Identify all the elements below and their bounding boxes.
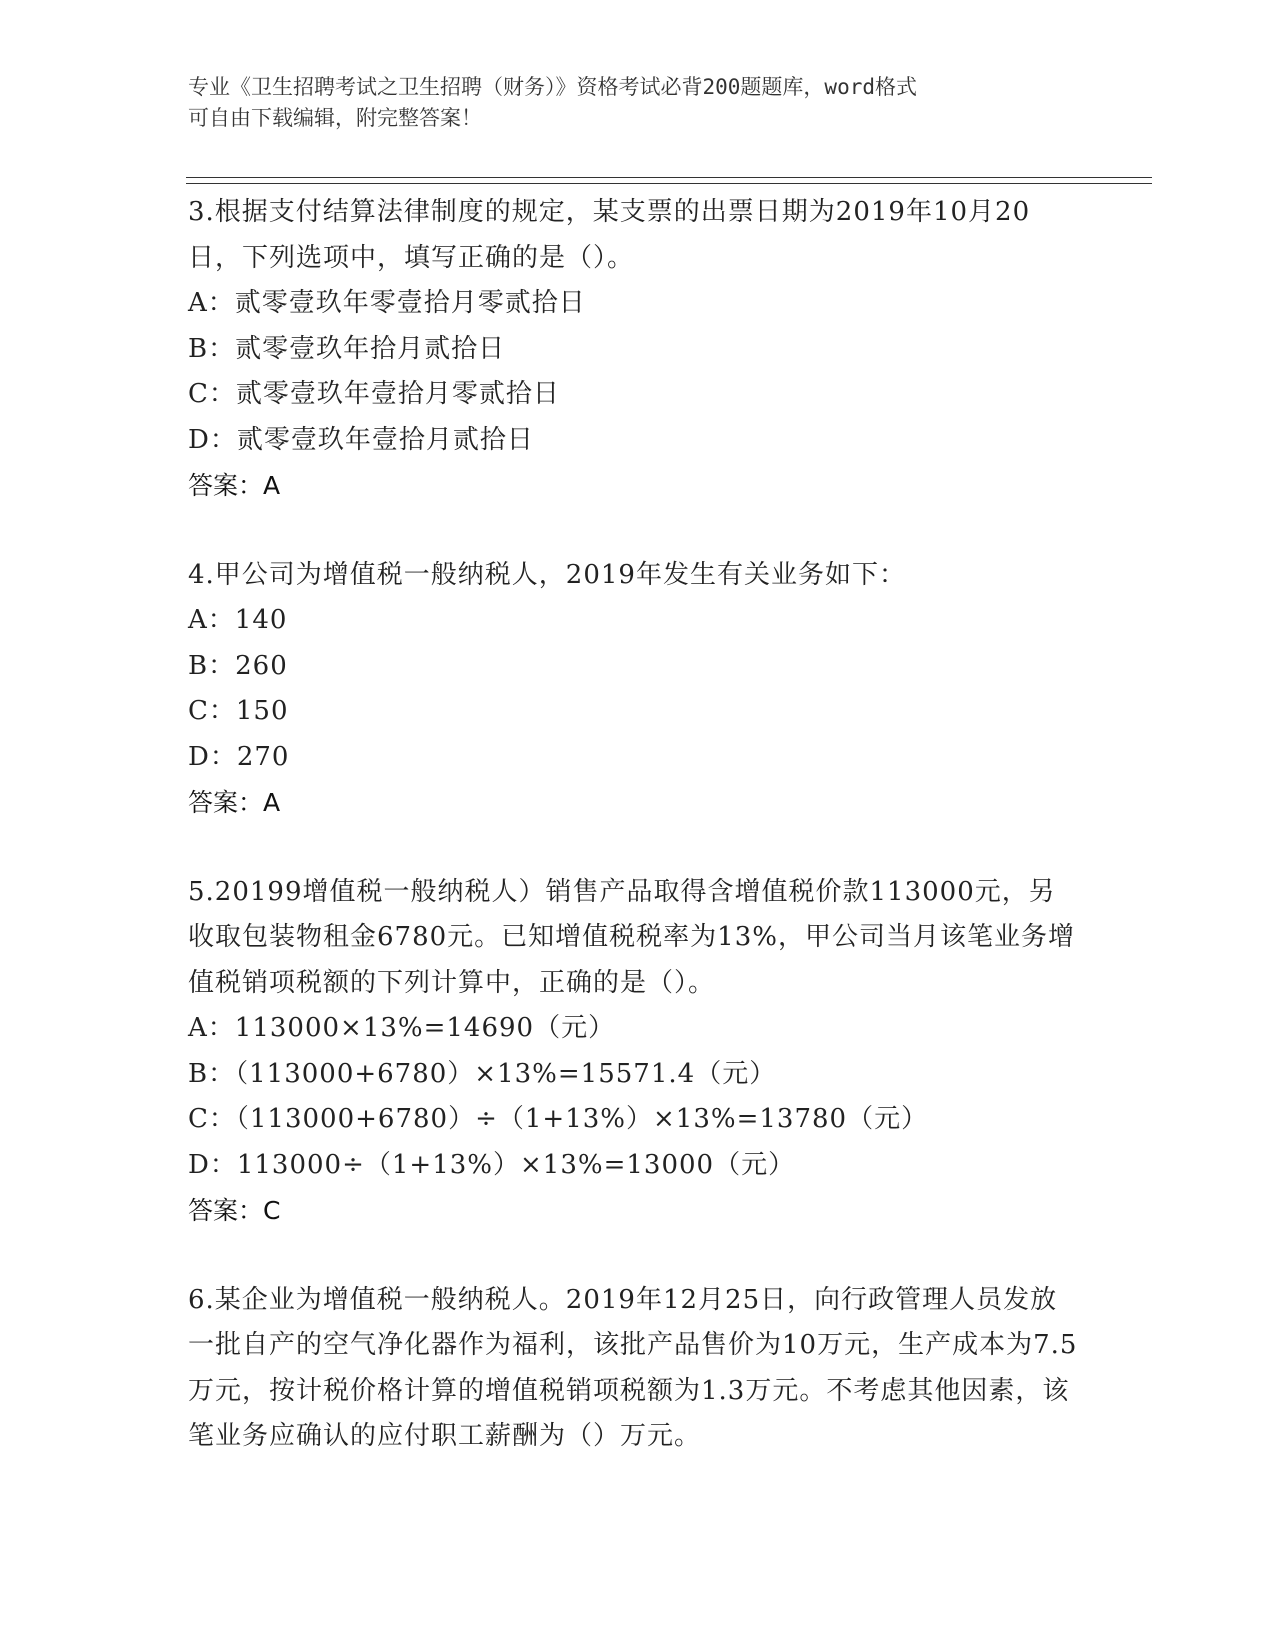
question-3 [188,190,1078,509]
header-divider-bottom [186,183,1152,184]
answer: 答案：A [188,471,281,500]
header-line-1: 专业《卫生招聘考试之卫生招聘（财务）》资格考试必背200题题库，word格式 [188,75,917,99]
question-text: 5.20199增值税一般纳税人）销售产品取得含增值税价款113000元，另收取包装物租金6780元。已知增值税税率为13%，甲公司当月该笔业务增值税销项税额的下列计算中，正确的是（）。 [188,876,1075,998]
option-c: C：（113000+6780）÷（1+13%）×13%=13780（元） [188,1104,929,1134]
option-b: B：260 [188,650,288,681]
question-4 [188,553,1078,826]
question-text: 3.根据支付结算法律制度的规定，某支票的出票日期为2019年10月20日，下列选项中，填写正确的是（）。 [188,197,1031,273]
question-text: 4.甲公司为增值税一般纳税人，2019年发生有关业务如下： [188,559,906,590]
option-a: A：140 [188,605,288,635]
option-d: D：270 [188,741,290,772]
option-c: C：贰零壹玖年壹拾月零贰拾日 [188,379,560,409]
answer: 答案：A [188,788,281,817]
option-d: D：113000÷（1+13%）×13%=13000（元） [188,1149,796,1180]
question-text: 6.某企业为增值税一般纳税人。2019年12月25日，向行政管理人员发放一批自产的空气净化器作为福利，该批产品售价为10万元，生产成本为7.5万元，按计税价格计算的增值税销项税额为1.3万元。不考虑其他因素，该笔业务应确认的应付职工薪酬为（）万元。 [188,1284,1078,1451]
question-list [188,190,1078,1504]
option-a: A：113000×13%=14690（元） [188,1013,616,1043]
question-5 [188,870,1078,1234]
question-6 [188,1278,1078,1460]
answer: 答案：C [188,1196,281,1225]
document-header [188,72,1068,134]
header-divider-top [186,177,1152,178]
option-b: B：（113000+6780）×13%=15571.4（元） [188,1058,777,1089]
option-a: A：贰零壹玖年零壹拾月零贰拾日 [188,288,586,318]
option-b: B：贰零壹玖年拾月贰拾日 [188,333,506,364]
option-d: D：贰零壹玖年壹拾月贰拾日 [188,424,534,455]
option-c: C：150 [188,696,289,726]
header-line-2: 可自由下载编辑，附完整答案！ [188,106,482,130]
